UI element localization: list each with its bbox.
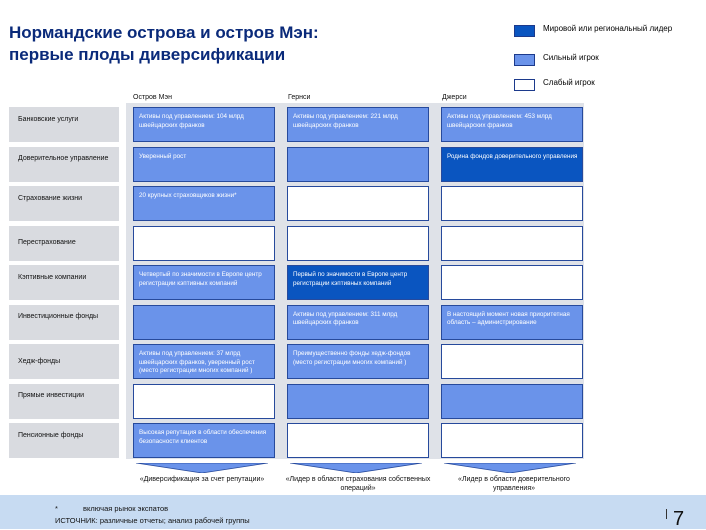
legend-swatch-leader bbox=[514, 25, 535, 37]
legend-item-weak bbox=[514, 77, 704, 94]
matrix-cell-text: Активы под управлением: 311 млрд швейцарских франков bbox=[293, 310, 398, 326]
matrix-cell-text: Преимущественно фонды хедж-фондов (место регистрации многих компаний ) bbox=[293, 350, 411, 366]
matrix-cell-text: В настоящий момент новая приоритетная область – администрирование bbox=[447, 310, 570, 326]
page-number: 7 bbox=[673, 508, 685, 530]
matrix-cell bbox=[133, 423, 275, 458]
legend-swatch-strong bbox=[514, 54, 535, 66]
matrix-cell-text: Первый по значимости в Европе центр регистрации кэптивных компаний bbox=[293, 271, 408, 287]
matrix-cell-text: Активы под управлением: 453 млрд швейцарских франков bbox=[447, 113, 552, 129]
matrix-cell bbox=[287, 226, 429, 261]
row-label: Пенсионные фонды bbox=[18, 431, 84, 439]
row-label: Банковские услуги bbox=[18, 115, 79, 123]
column-header-isle-of-man: Остров Мэн bbox=[133, 94, 172, 101]
matrix-cell-text: 20 крупных страховщиков жизни* bbox=[139, 192, 237, 199]
legend bbox=[514, 23, 704, 102]
row-label: Кэптивные компании bbox=[18, 273, 87, 281]
row-label-background bbox=[9, 147, 119, 182]
row-label-background bbox=[9, 265, 119, 300]
footnote-marker: * bbox=[55, 504, 58, 513]
matrix-cell-text: Активы под управлением: 221 млрд швейцарских франков bbox=[293, 113, 398, 129]
column-header-guernsey: Гернси bbox=[288, 94, 311, 101]
legend-label-strong: Сильный игрок bbox=[543, 53, 599, 62]
page-title-line-2: первые плоды диверсификации bbox=[9, 45, 286, 64]
row-label: Инвестиционные фонды bbox=[18, 313, 99, 320]
arrow-guernsey bbox=[290, 463, 422, 473]
matrix-cell bbox=[441, 186, 583, 221]
legend-item-leader bbox=[514, 23, 704, 49]
legend-label-weak: Слабый игрок bbox=[543, 78, 595, 87]
matrix-cell bbox=[133, 226, 275, 261]
page-title bbox=[9, 22, 449, 66]
matrix-cell bbox=[287, 147, 429, 182]
legend-item-strong bbox=[514, 52, 704, 69]
matrix-cell bbox=[133, 384, 275, 419]
arrow-jersey bbox=[444, 463, 576, 473]
matrix-cell-text: Активы под управлением: 104 млрд швейцарских франков bbox=[139, 113, 244, 129]
matrix-cell bbox=[287, 423, 429, 458]
caption-isle-of-man: «Диверсификация за счет репутации» bbox=[139, 476, 265, 483]
column-header-jersey: Джерси bbox=[442, 94, 467, 101]
legend-swatch-weak bbox=[514, 79, 535, 91]
row-label-background bbox=[9, 384, 119, 419]
arrow-isle-of-man bbox=[136, 463, 268, 473]
matrix-cell bbox=[287, 344, 429, 379]
matrix-cell bbox=[133, 147, 275, 182]
row-label: Перестрахование bbox=[18, 239, 76, 246]
caption-guernsey: «Лидер в области страхования собственных операций» bbox=[285, 476, 431, 492]
page-title-line-1: Нормандские острова и остров Мэн: bbox=[9, 23, 319, 42]
row-label: Доверительное управление bbox=[18, 155, 109, 162]
row-label: Прямые инвестиции bbox=[18, 392, 85, 399]
matrix-cell-text: Высокая репутация в области обеспечения безопасности клиентов bbox=[139, 429, 267, 445]
caption-jersey: «Лидер в области доверительного управления» bbox=[458, 476, 570, 492]
matrix-cell-text: Уверенный рост bbox=[139, 152, 187, 160]
row-label: Страхование жизни bbox=[18, 194, 83, 202]
matrix-cell bbox=[441, 265, 583, 300]
matrix-cell bbox=[441, 305, 583, 340]
matrix-cell bbox=[441, 384, 583, 419]
matrix-cell-text: Активы под управлением: 37 млрд швейцарских франков, уверенный рост (место регистрации многих компаний ) bbox=[139, 350, 255, 374]
matrix-cell bbox=[441, 344, 583, 379]
matrix-cell bbox=[441, 107, 583, 142]
matrix-cell-text: Родина фондов доверительного управления bbox=[447, 152, 578, 160]
matrix-cell bbox=[133, 186, 275, 221]
matrix-cell bbox=[133, 107, 275, 142]
matrix-cell bbox=[287, 265, 429, 300]
matrix-cell bbox=[133, 305, 275, 340]
matrix-cell bbox=[287, 107, 429, 142]
row-label-background bbox=[9, 305, 119, 340]
matrix-cell bbox=[441, 423, 583, 458]
matrix-cell bbox=[287, 384, 429, 419]
matrix-cell bbox=[441, 147, 583, 182]
legend-label-leader: Мировой или региональный лидер bbox=[543, 24, 673, 33]
matrix-cell bbox=[287, 305, 429, 340]
footnote-text: включая рынок экспатов bbox=[83, 504, 169, 513]
row-label-background bbox=[9, 423, 119, 458]
row-label: Хедж-фонды bbox=[18, 357, 61, 365]
row-label-background bbox=[9, 186, 119, 221]
matrix-cell-text: Четвертый по значимости в Европе центр регистрации кэптивных компаний bbox=[139, 271, 262, 287]
matrix-cell bbox=[441, 226, 583, 261]
row-label-background bbox=[9, 107, 119, 142]
matrix-cell bbox=[133, 344, 275, 379]
matrix-cell bbox=[133, 265, 275, 300]
page-divider bbox=[666, 509, 667, 519]
matrix-cell bbox=[287, 186, 429, 221]
source-note: ИСТОЧНИК: различные отчеты; анализ рабочей группы bbox=[55, 516, 250, 525]
